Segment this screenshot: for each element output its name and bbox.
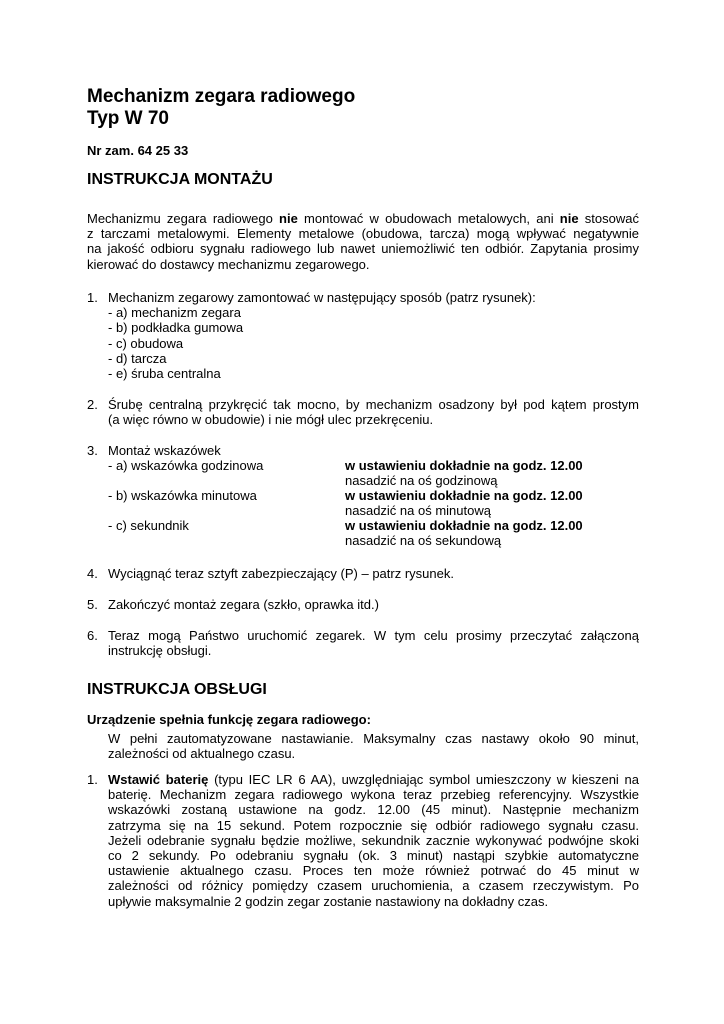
step-body: Montaż wskazówek [108,443,221,458]
operation-heading: INSTRUKCJA OBSŁUGI [87,681,267,698]
document-title [87,86,355,130]
step-body: Wstawić baterię (typu IEC LR 6 AA), uwzględniając symbol umieszczony w kieszeni na baterię. Mechanizm zegara radiowego wykona teraz przebieg referencyjny. Wszystkie wskazówki zostaną ustawione na godz. 12.00 (45 minut). Następnie mechanizm zatrzyma się na 15 sekund. Potem rozpocznie się odbiór radiowego sygnału czasu. Jeżeli odebranie sygnału będzie możliwe, sekundnik zacznie wykonywać podwójne skoki co 2 sekundy. Po odebraniu sygnału (ok. 3 minut) nastąpi szybkie automatyczne ustawienie aktualnego czasu. Proces ten może również potrwać do 45 minut w zależności od różnicy pomiędzy czasem uruchomienia, a czasem rzeczywistym. Po upływie maksymalnie 2 godzin zegar zostanie nastawiony na dokładny czas. [108,772,639,909]
step-number: 6. [87,628,98,643]
step-body: Teraz mogą Państwo uruchomić zegarek. W tym celu prosimy przeczytać załączoną instrukcję obsługi. [108,628,639,659]
intro-line-3: na jakość odbioru sygnału radiowego lub nawet uniemożliwić ten odbiór. Zapytania prosimy [87,241,639,257]
part-e: - e) śruba centralna [108,366,221,382]
intro-line-4: kierować do dostawcy mechanizmu zegarowego. [87,256,370,272]
assembly-intro [87,211,639,272]
part-a: - a) mechanizm zegara [108,305,241,321]
operation-subheading: Urządzenie spełnia funkcję zegara radiowego: [87,712,371,727]
step-number: 2. [87,397,98,412]
step-body: Mechanizm zegarowy zamontować w następujący sposób (patrz rysunek): - a) mechanizm zegara - b) podkładka gumowa - c) obudowa - d) tarcza - e) śruba centralna [108,290,639,381]
hand-minute-note: nasadzić na oś minutową [345,503,491,518]
hand-minute-setting: w ustawieniu dokładnie na godz. 12.00 [345,488,583,503]
step-number: 4. [87,566,98,581]
step-number: 3. [87,443,98,458]
order-number: Nr zam. 64 25 33 [87,143,189,158]
step-body: Śrubę centralną przykręcić tak mocno, by mechanizm osadzony był pod kątem prostym (a więc równo w obudowie) i nie mógł ulec przekręceniu. [108,397,639,428]
step-number: 1. [87,290,98,305]
hand-second-label: - c) sekundnik [108,518,189,533]
part-c: - c) obudowa [108,335,184,351]
title-line-2: Typ W 70 [87,108,169,129]
intro-line-1: Mechanizmu zegara radiowego nie montować w obudowach metalowych, ani nie stosować [87,211,639,226]
hand-second-setting: w ustawieniu dokładnie na godz. 12.00 [345,518,583,533]
hand-hour-note: nasadzić na oś godzinową [345,473,498,488]
step-body: Wyciągnąć teraz sztyft zabezpieczający (P) – patrz rysunek. [108,566,454,581]
hand-second-note: nasadzić na oś sekundową [345,533,502,548]
operation-intro: W pełni zautomatyzowane nastawianie. Maksymalny czas nastawy około 90 minut, zależności od aktualnego czasu. [108,731,639,762]
step-number: 1. [87,772,98,787]
hand-minute-label: - b) wskazówka minutowa [108,488,257,503]
step-body: Zakończyć montaż zegara (szkło, oprawka itd.) [108,597,379,612]
title-line-1: Mechanizm zegara radiowego [87,86,356,107]
hand-hour-setting: w ustawieniu dokładnie na godz. 12.00 [345,458,583,473]
assembly-heading: INSTRUKCJA MONTAŻU [87,171,273,188]
hand-hour-label: - a) wskazówka godzinowa [108,458,264,473]
part-d: - d) tarcza [108,350,167,366]
intro-line-2: z tarczami metalowymi. Elementy metalowe (obudowa, tarcza) mogą wpływać negatywnie [87,226,639,242]
step-number: 5. [87,597,98,612]
part-b: - b) podkładka gumowa [108,320,244,336]
